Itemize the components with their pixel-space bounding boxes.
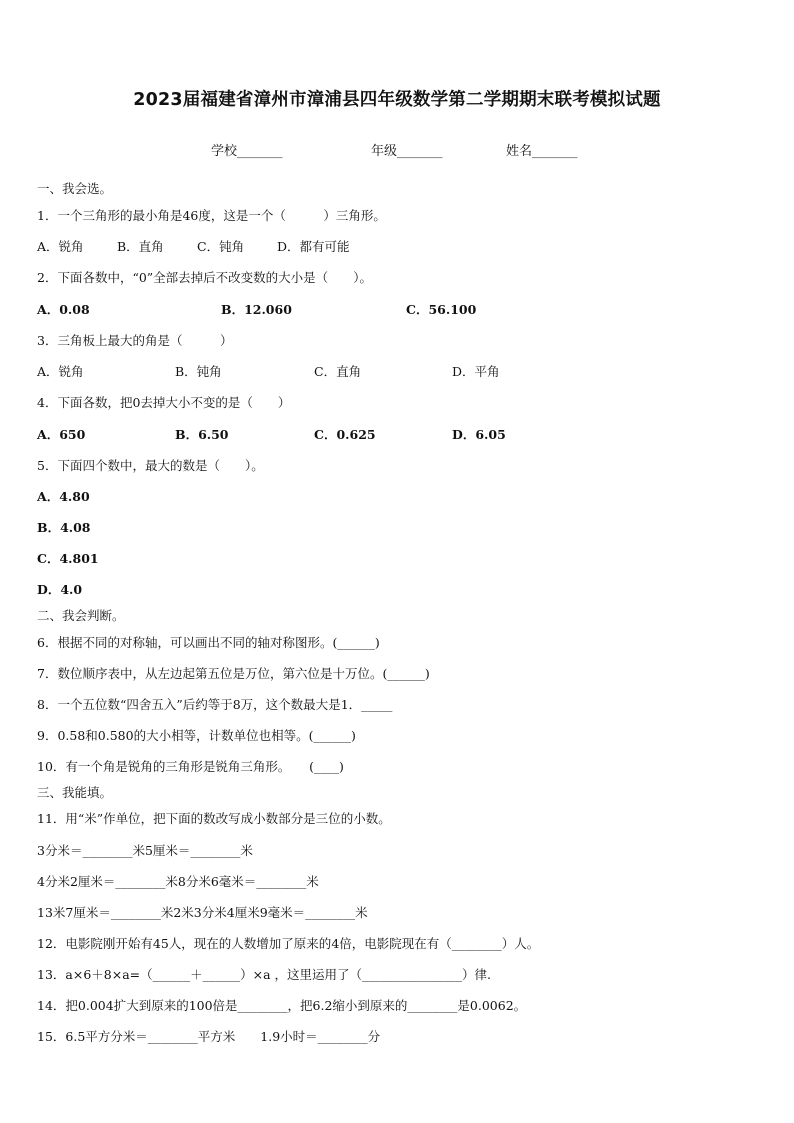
q5-option-d: D．4.0 xyxy=(37,582,83,597)
section-heading-choose: 一、我会选。 xyxy=(37,181,113,196)
question-15: 15．6.5平方分米＝________平方米 1.9小时＝________分 xyxy=(37,1029,381,1044)
question-2: 2．下面各数中，“0”全部去掉后不改变数的大小是（ ）。 xyxy=(37,270,372,285)
q11-line-2: 4分米2厘米＝________米8分米6毫米＝________米 xyxy=(37,874,319,889)
question-5: 5．下面四个数中，最大的数是（ ）。 xyxy=(37,458,264,473)
q11-line-1: 3分米＝________米5厘米＝________米 xyxy=(37,843,253,858)
q5-option-c: C．4.801 xyxy=(37,551,99,566)
question-7: 7．数位顺序表中，从左边起第五位是万位，第六位是十万位。(______) xyxy=(37,666,430,681)
section-heading-judge: 二、我会判断。 xyxy=(37,608,125,623)
question-3: 3．三角板上最大的角是（ ） xyxy=(37,333,233,348)
q2-option-a: A．0.08 xyxy=(37,302,90,317)
q2-option-c: C．56.100 xyxy=(406,302,477,317)
q4-option-c: C．0.625 xyxy=(314,427,376,442)
q3-option-d: D．平角 xyxy=(452,364,500,379)
question-14: 14．把0.004扩大到原来的100倍是________，把6.2缩小到原来的________是0.0062。 xyxy=(37,998,527,1013)
question-8: 8．一个五位数“四舍五入”后约等于8万，这个数最大是1．_____ xyxy=(37,697,393,712)
grade-field: 年级_______ xyxy=(371,144,443,159)
question-12: 12．电影院刚开始有45人，现在的人数增加了原来的4倍，电影院现在有（________）人。 xyxy=(37,936,540,951)
q1-option-a: A．锐角 xyxy=(37,239,84,254)
section-heading-fill: 三、我能填。 xyxy=(37,785,113,800)
question-9: 9．0.58和0.580的大小相等，计数单位也相等。(______) xyxy=(37,728,356,743)
q5-option-a: A．4.80 xyxy=(37,489,90,504)
question-11: 11．用“米”作单位，把下面的数改写成小数部分是三位的小数。 xyxy=(37,811,391,826)
q1-option-d: D．都有可能 xyxy=(277,239,350,254)
q1-option-b: B．直角 xyxy=(117,239,164,254)
q5-option-b: B．4.08 xyxy=(37,520,91,535)
q3-option-c: C．直角 xyxy=(314,364,362,379)
question-10: 10．有一个角是锐角的三角形是锐角三角形。 (____) xyxy=(37,759,344,774)
q3-option-b: B．钝角 xyxy=(175,364,222,379)
page-title: 2023届福建省漳州市漳浦县四年级数学第二学期期末联考模拟试题 xyxy=(133,90,661,110)
q2-option-b: B．12.060 xyxy=(221,302,292,317)
q11-line-3: 13米7厘米＝________米2米3分米4厘米9毫米＝________米 xyxy=(37,905,368,920)
question-13: 13．a×6＋8×a=（______＋______）×a ，这里运用了（________________）律. xyxy=(37,967,492,982)
q4-option-d: D．6.05 xyxy=(452,427,506,442)
question-1: 1．一个三角形的最小角是46度，这是一个（ ）三角形。 xyxy=(37,208,386,223)
q4-option-a: A．650 xyxy=(37,427,86,442)
q3-option-a: A．锐角 xyxy=(37,364,84,379)
q4-option-b: B．6.50 xyxy=(175,427,229,442)
question-4: 4．下面各数，把0去掉大小不变的是（ ） xyxy=(37,395,291,410)
school-field: 学校_______ xyxy=(211,144,283,159)
name-field: 姓名_______ xyxy=(506,144,578,159)
q1-option-c: C．钝角 xyxy=(197,239,245,254)
question-6: 6．根据不同的对称轴，可以画出不同的轴对称图形。(______) xyxy=(37,635,380,650)
